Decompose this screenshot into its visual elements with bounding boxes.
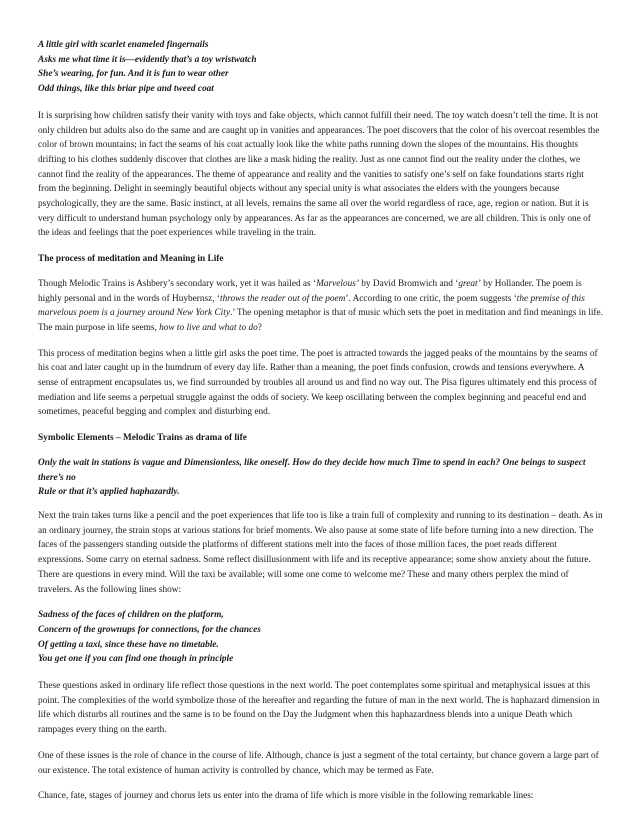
verse-quote-girl <box>38 38 604 97</box>
paragraph-drama: Chance, fate, stages of journey and chorus lets us enter into the drama of life which is more visible in the following remarkable lines: <box>38 791 534 802</box>
paragraph-train-journey: Next the train takes turns like a pencil and the poet experiences that life too is like a train full of complexity and running to its destination – death. As in an ordinary journey, the strain stops at various stations for brief moments. We also pause at some state of life before turning into a new direction. The faces of the passengers standing outside the platforms of different stations melt into the faces of those million faces, the poet reads different expressions. Some carry on eternal sadness. Some reflect disillusionment with life and its receptive appearance; some show anxiety about the future. There are questions in every mind. Will the taxi be available; will some one come to welcome me? These and many others perplex the mind of travelers. As the following lines show: <box>38 510 603 595</box>
paragraph-chance: One of these issues is the role of chance in the course of life. Although, chance is just a segment of the total certainty, but chance govern a large part of our existence. The total existence of human activity is controlled by chance, which may be termed as Fate. <box>38 750 599 776</box>
verse-line: Concern of the grownups for connections, for the chances <box>38 624 261 635</box>
quote-marvelous: Marvelous’ <box>316 278 359 289</box>
verse-line: She’s wearing, for fun. And it is fun to wear other <box>38 69 229 80</box>
verse-quote-platform <box>38 608 604 667</box>
verse-line: Asks me what time it is—evidently that’s a toy wristwatch <box>38 54 257 65</box>
quote-huybernsz: throws the reader out of the poem <box>220 293 346 304</box>
section-heading-symbolic: Symbolic Elements – Melodic Trains as drama of life <box>38 433 247 444</box>
verse-line: You get one if you can find one though in principle <box>38 654 234 665</box>
paragraph-appearance-reality: It is surprising how children satisfy their vanity with toys and fake objects, which cannot fulfill their need. The toy watch doesn’t tell the time. It is not only children but adults also do the same and are caught up in vanities and appearances. The poet discovers that the color of his overcoat resembles the color of brown mountains; in fact the seams of his coat actually look like the white paths running down the slopes of the mountains. His thoughts drifting to his clothes suddenly discover that clothes are like a mask hiding the reality. Just as one cannot find out the reality under the clothes, we cannot find the reality of the appearances. The theme of appearance and reality and the vanities to satisfy one’s self on fake foundations starts right from the beginning. Delight in seemingly beautiful objects without any special unity is what associates the elders with the youngers because psychologically, they are the same. Basic instinct, at all levels, remains the same all over the world regardless of race, age, region or nation. But it is very difficult to understand human psychology only by appearances. As far as the appearances are concerned, we are all children. This is only one of the ideas and feelings that the poet experiences while traveling in the train. <box>38 110 600 239</box>
quote-purpose: how to live and what to do <box>159 322 258 333</box>
section-heading-meditation: The process of meditation and Meaning in Life <box>38 254 224 265</box>
document-page <box>38 38 604 815</box>
verse-line: A little girl with scarlet enameled fingernails <box>38 40 209 50</box>
paragraph-meditation-process: This process of meditation begins when a little girl asks the poet time. The poet is attracted towards the jagged peaks of the mountains by the seams of his coat and later caught up in the humdrum of every day life. Rather than a meaning, the poet finds confusion, crowds and tensions everywhere. A sense of entrapment encapsulates us, we find surrounded by troubles all around us and find no way out. The Pisa figures ultimately end this process of mediation and life seems a perpetual struggle against the odds of society. We keep oscillating between the complex beginning and peaceful end and sometimes, peaceful begging and complex and disturbing end. <box>38 348 598 418</box>
verse-quote-stations <box>38 456 604 500</box>
verse-line: Sadness of the faces of children on the platform, <box>38 610 224 621</box>
verse-line: Of getting a taxi, since these have no timetable. <box>38 639 219 650</box>
paragraph-melodic-trains: Though Melodic Trains is Ashbery’s secondary work, yet it was hailed as ‘Marvelous’ by David Bromwich and ‘great’ by Hollander. The poem is highly personal and in the words of Huybernsz, ‘throws the reader out of the poem’. According to one critic, the poem suggests ‘the premise of this marvelous poem is a journey around New York City.’ The opening metaphor is that of music which sets the poet in meditation and find meanings in life. The main purpose in life seems, how to live and what to do? <box>38 278 603 333</box>
paragraph-next-world: These questions asked in ordinary life reflect those questions in the next world. The poet contemplates some spiritual and metaphysical issues at this point. The complexities of the world symbolize those of the hereafter and regarding the future of man in the next world. The is haphazard dimension in life which disturbs all routines and the same is to be found on the Day the Judgment when this haphazardness blends into a unique Death which rampages every thing on the earth. <box>38 681 600 736</box>
verse-line: Rule or that it’s applied haphazardly. <box>38 487 180 498</box>
quote-critic: the premise of this marvelous poem is a journey around New York City <box>38 293 585 319</box>
quote-great: great’ <box>458 278 481 289</box>
verse-line: Odd things, like this briar pipe and tweed coat <box>38 84 214 95</box>
verse-line: Only the wait in stations is vague and Dimensionless, like oneself. How do they decide how much Time to spend in each? One beings to suspect there’s no <box>38 457 586 483</box>
